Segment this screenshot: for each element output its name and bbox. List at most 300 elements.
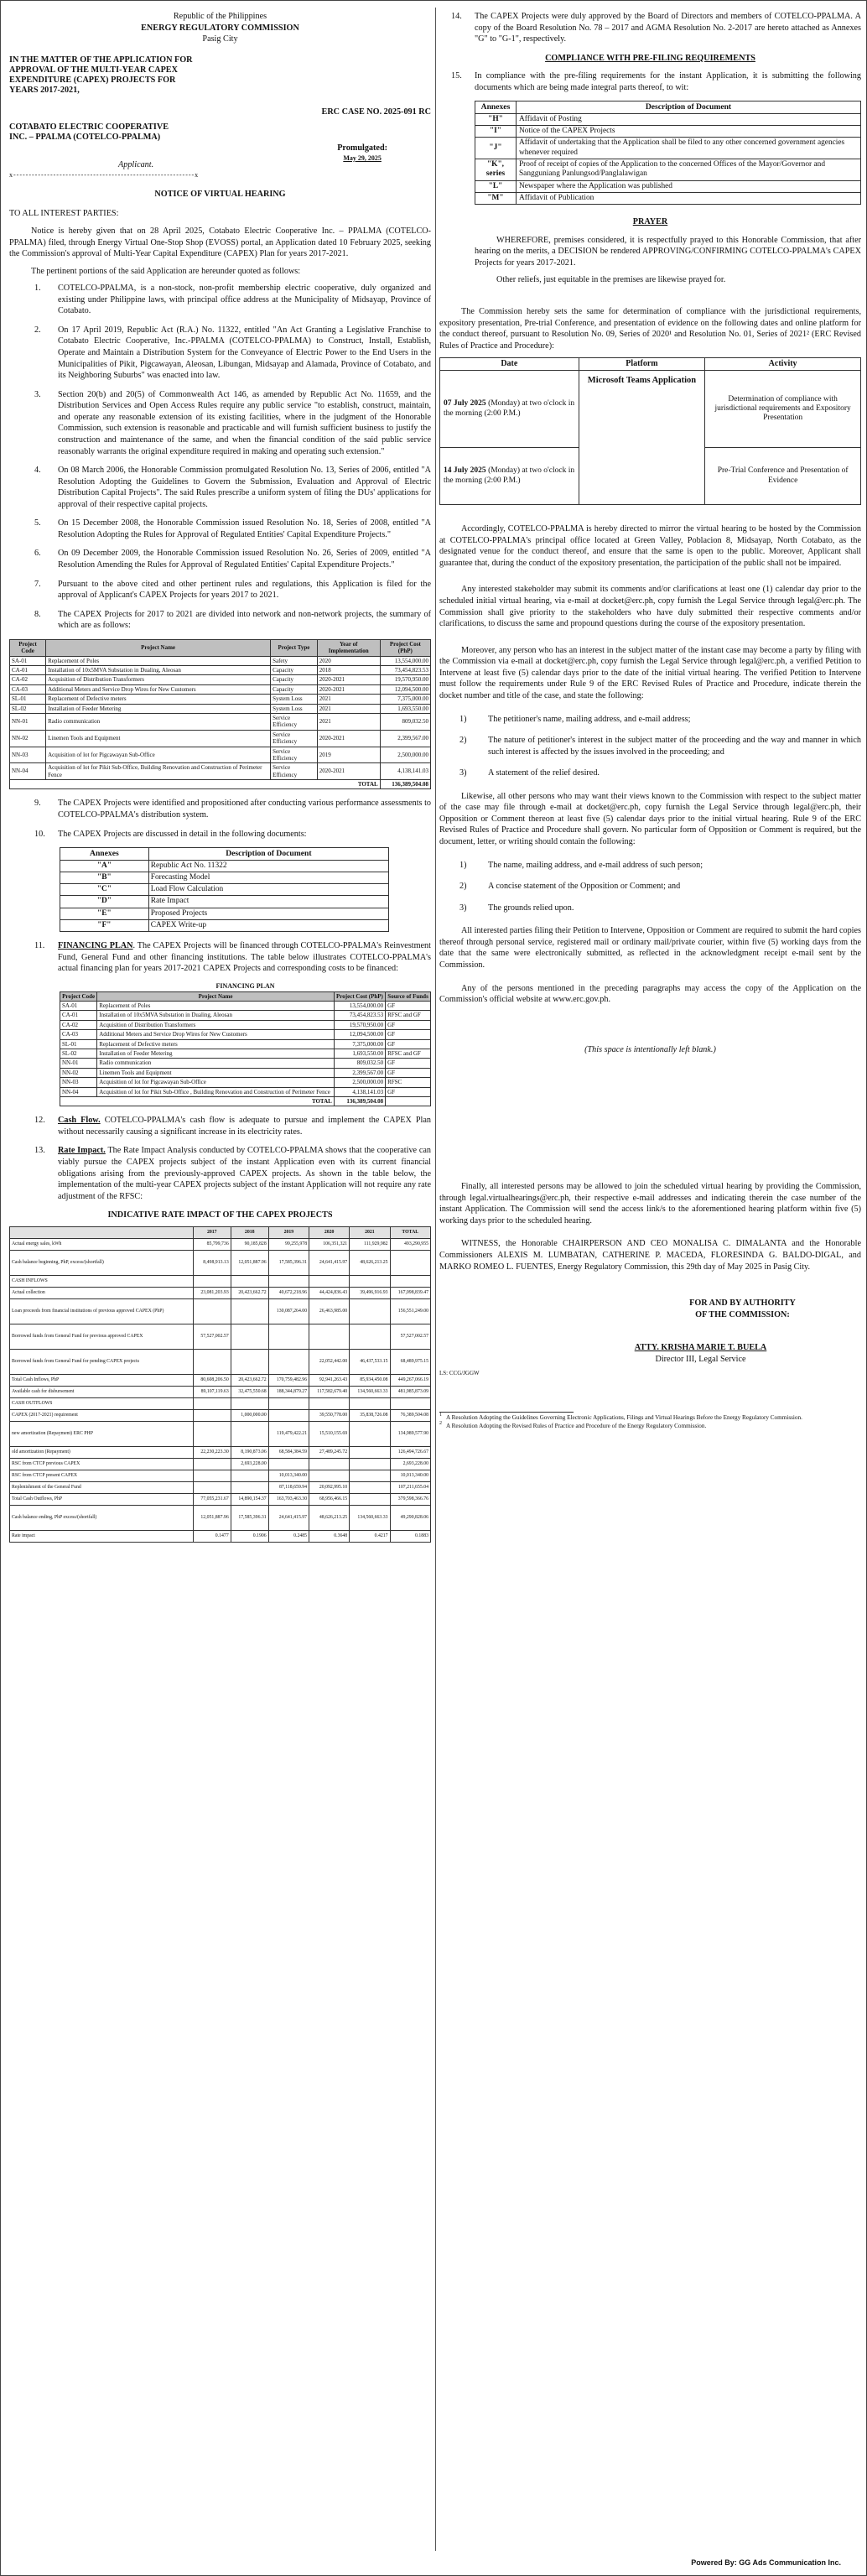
rate-cell xyxy=(193,1298,231,1324)
rate-cell: 76,389,504.08 xyxy=(390,1409,430,1421)
financing-cell: SL-02 xyxy=(60,1049,97,1058)
rate-cell: new amortization (Repayment) ERC PHP xyxy=(10,1421,194,1446)
item-text: COTELCO-PPALMA's cash flow is adequate to pursue and implement the CAPEX Plan without necessarily causing a significant increase in its electricity rates. xyxy=(58,1116,431,1137)
rate-cell: 89,107,119.63 xyxy=(193,1386,231,1397)
item-text: The CAPEX Projects were duly approved by the Board of Directors and members of COTELCO-PPALMA. A copy of the Board Resolution No. 78 – 2017 and AGMA Resolution No. 2-2017 are hereto attached as Annexes "G" to "G-1", respectively. xyxy=(475,12,861,44)
rate-cell xyxy=(193,1481,231,1493)
annex2-cell: Proof of receipt of copies of the Application to the concerned Offices of the Mayor/Governor and Sangguniang Panlungsod/Panglalawigan xyxy=(516,159,860,181)
item-text: The Rate Impact Analysis conducted by COTELCO-PPALMA shows that the cooperative can viably pursue the CAPEX projects subject of the instant Application even with its current financial obligations arising from the previously-approved CAPEX projects. As shown in the table below, the implementation of the multi-year CAPEX projects subject of the instant Application will not require any rate adjustment of the RFSC: xyxy=(58,1146,431,1201)
capex-cell: System Loss xyxy=(271,704,318,713)
rate-cell xyxy=(193,1275,231,1287)
rate-cell: 23,081,203.93 xyxy=(193,1287,231,1298)
annex1-cell: "C" xyxy=(60,884,149,896)
financing-cell: Radio communication xyxy=(97,1059,335,1068)
schedule-date: 07 July 2025 xyxy=(444,399,486,409)
capex-cell: 73,454,823.53 xyxy=(380,665,430,674)
item-text: The CAPEX Projects are discussed in detail in the following documents: xyxy=(58,829,307,839)
financing-header-cell: Project Cost (PhP) xyxy=(334,991,385,1001)
capex-header-cell: Project Type xyxy=(271,639,318,656)
rate-cell xyxy=(350,1446,390,1458)
powered-by: Powered By: GG Ads Communication Inc. xyxy=(691,2558,841,2568)
rate-cell: 117,582,679.40 xyxy=(309,1386,350,1397)
annex1-header-cell: Annexes xyxy=(60,848,149,861)
capex-cell: Installation of 10x5MVA Substation in Dualing, Aleosan xyxy=(46,665,271,674)
requirement-item xyxy=(459,860,861,872)
annex2-row xyxy=(475,138,861,159)
requirement-item xyxy=(459,903,861,914)
rate-cell: 27,489,245.72 xyxy=(309,1446,350,1458)
rate-cell: 48,626,213.25 xyxy=(309,1505,350,1530)
financing-cell: Linemen Tools and Equipment xyxy=(97,1068,335,1077)
financing-cell: SL-01 xyxy=(60,1039,97,1049)
capex-row xyxy=(10,675,431,684)
rate-cell xyxy=(193,1349,231,1374)
rate-cell: Actual collection xyxy=(10,1287,194,1298)
rate-cell: Borrowed funds from General Fund for previous approved CAPEX xyxy=(10,1324,194,1349)
rate-impact-table xyxy=(9,1226,431,1543)
quoted-item xyxy=(34,1115,431,1137)
rate-cell xyxy=(231,1275,268,1287)
requirement-item xyxy=(459,714,861,726)
rate-cell: 49,290,828.06 xyxy=(390,1505,430,1530)
rate-header-cell: 2019 xyxy=(268,1226,309,1238)
financing-cell: 809,032.50 xyxy=(334,1059,385,1068)
capex-cell: 2020 xyxy=(317,656,380,665)
left-column xyxy=(9,11,431,1543)
rate-cell: 46,437,533.15 xyxy=(350,1349,390,1374)
financing-cell: Installation of 10x5MVA Substation in Dualing, Aleosan xyxy=(97,1011,335,1020)
annex1-row xyxy=(60,896,389,908)
annex2-header-cell: Description of Document xyxy=(516,101,860,114)
opposition-paragraph: Likewise, all other persons who may want their views known to the Commission with respect to the subject matter of the case may file through e-mail at docket@erc.ph, copy furnish the Legal Service through legal@erc.ph, their Opposition or Comment thereon at least five (5) calendar days prior to the initial virtual hearing. Rule 9 of the ERC Revised Rules of Practice and Procedure shall govern. No particular form of Opposition or Comment is required, but the document, letter, or writing should contain the following: xyxy=(439,791,861,846)
quoted-item xyxy=(34,609,431,632)
rate-cell xyxy=(231,1421,268,1446)
annex1-row xyxy=(60,860,389,872)
capex-header-cell: Year of Implementation xyxy=(317,639,380,656)
rate-cell: RSC from CTCP previous CAPEX xyxy=(10,1458,194,1470)
rate-cell: 32,475,550.68 xyxy=(231,1386,268,1397)
rate-header-cell: 2018 xyxy=(231,1226,268,1238)
rate-cell: 20,423,662.72 xyxy=(231,1374,268,1386)
quoted-item xyxy=(34,389,431,457)
capex-row xyxy=(10,763,431,780)
annex1-cell: "F" xyxy=(60,920,149,932)
financing-cell: Replacement of Defective meters xyxy=(97,1039,335,1049)
rate-cell: 10,013,340.00 xyxy=(268,1470,309,1481)
rate-cell: 449,267,066.19 xyxy=(390,1374,430,1386)
rate-row xyxy=(10,1470,431,1481)
schedule-platform: Microsoft Teams Application xyxy=(579,371,705,505)
item-label: Cash Flow. xyxy=(58,1116,101,1126)
annex2-cell: "J" xyxy=(475,138,517,159)
rate-cell: 379,598,366.76 xyxy=(390,1493,430,1505)
rate-cell xyxy=(309,1397,350,1409)
rate-cell: 87,118,659.94 xyxy=(268,1481,309,1493)
addressee: TO ALL INTEREST PARTIES: xyxy=(9,209,119,219)
commission-name: ENERGY REGULATORY COMMISSION xyxy=(141,23,299,33)
capex-header-cell: Project Name xyxy=(46,639,271,656)
item-number: 10. xyxy=(34,829,45,839)
capex-cell: Acquisition of lot for Pikit Sub-Office, Building Renovation and Construction of Perimeter Fence xyxy=(46,763,271,780)
rate-row xyxy=(10,1446,431,1458)
financing-cell: 12,094,500.00 xyxy=(334,1030,385,1039)
rate-cell: 107,211,655.04 xyxy=(390,1481,430,1493)
financing-cell xyxy=(386,1096,431,1106)
rate-cell: 134,560,663.33 xyxy=(350,1505,390,1530)
rate-header-cell: 2017 xyxy=(193,1226,231,1238)
rate-cell: 0.1906 xyxy=(231,1530,268,1542)
promulgated-label: Promulgated: xyxy=(337,143,387,154)
right-items xyxy=(451,11,861,45)
financing-cell: GF xyxy=(386,1059,431,1068)
rate-row xyxy=(10,1397,431,1409)
rate-cell: 12,051,887.96 xyxy=(231,1250,268,1275)
rate-cell: RSC from CTCP present CAPEX xyxy=(10,1470,194,1481)
capex-cell: 7,375,000.00 xyxy=(380,695,430,704)
rate-cell: CASH INFLOWS xyxy=(10,1275,194,1287)
rate-cell xyxy=(350,1458,390,1470)
applicant-label: Applicant. xyxy=(118,160,154,170)
rate-cell xyxy=(350,1324,390,1349)
capex-cell: 1,693,550.00 xyxy=(380,704,430,713)
rate-cell xyxy=(268,1349,309,1374)
rate-cell: 85,934,450.08 xyxy=(350,1374,390,1386)
rate-cell xyxy=(268,1324,309,1349)
capex-row xyxy=(10,713,431,730)
rate-cell: 17,585,396.31 xyxy=(231,1505,268,1530)
financing-row xyxy=(60,1068,431,1077)
financing-cell: 1,693,550.00 xyxy=(334,1049,385,1058)
column-divider xyxy=(435,8,436,2551)
pertinent-paragraph: The pertinent portions of the said Application are hereunder quoted as follows: xyxy=(31,266,301,276)
authority-block xyxy=(624,1298,861,1320)
capex-cell: 2019 xyxy=(317,747,380,763)
hearing-schedule-table xyxy=(439,357,861,505)
rate-cell: 188,344,879.27 xyxy=(268,1386,309,1397)
schedule-time: (Monday) at two o'clock in the morning (2:00 P.M.) xyxy=(444,466,575,485)
financing-text: The CAPEX Projects will be financed through COTELCO-PPALMA's Reinvestment Fund, General Fund and other financing institutions. The table below illustrates COTELCO-PPALMA's actual financing plan for years 2017-2021 CAPEX Projects and corresponding costs to be financed: xyxy=(58,941,431,974)
annex1-row xyxy=(60,872,389,883)
signatory-title: Director III, Legal Service xyxy=(655,1354,746,1364)
rate-cell: 163,703,463.30 xyxy=(268,1493,309,1505)
schedule-date-cell xyxy=(440,448,579,505)
rate-cell xyxy=(309,1458,350,1470)
financing-item: 11. FINANCING PLAN. The CAPEX Projects will be financed through COTELCO-PPALMA's Reinvestment Fund, General Fund and other financing institutions. The table below illustrates COTELCO-PPALMA's actual financing plan for years 2017-2021 CAPEX Projects and corresponding costs to be financed: xyxy=(34,941,431,974)
rate-cell: Available cash for disbursement xyxy=(10,1386,194,1397)
prayer-reliefs: Other reliefs, just equitable in the premises are likewise prayed for. xyxy=(496,275,726,285)
capex-cell: 2021 xyxy=(317,704,380,713)
schedule-header-platform: Platform xyxy=(579,358,705,371)
initials: LS: CCG/JGGW xyxy=(439,1370,480,1377)
of-commission: OF THE COMMISSION: xyxy=(695,1309,790,1319)
rate-cell xyxy=(231,1298,268,1324)
intervene-requirements xyxy=(459,714,861,779)
rate-cell xyxy=(231,1397,268,1409)
rate-cell xyxy=(390,1275,430,1287)
annex-table-2 xyxy=(475,101,861,205)
financing-cell: Replacement of Poles xyxy=(97,1002,335,1011)
capex-summary-table xyxy=(9,639,431,790)
financing-row xyxy=(60,1059,431,1068)
rate-cell xyxy=(350,1298,390,1324)
rate-row xyxy=(10,1238,431,1250)
capex-cell: CA-01 xyxy=(10,665,46,674)
rate-cell: 106,351,321 xyxy=(309,1238,350,1250)
capex-cell: Capacity xyxy=(271,684,318,694)
capex-cell: 2020-2021 xyxy=(317,684,380,694)
annex2-cell: Newspaper where the Application was published xyxy=(516,180,860,192)
rate-cell: 22,230,223.30 xyxy=(193,1446,231,1458)
rate-cell: 111,929,982 xyxy=(350,1238,390,1250)
commission-sets-paragraph: The Commission hereby sets the same for determination of compliance with the jurisdictional requirements, expository presentation, Pre-trial Conference, and presentation of evidence on the following dates and online platform for the conduct thereof, pursuant to Resolution No. 09, Series of 2020¹ and Resolution No. 01, Series of 2021² (ERC Revised Rules of Practice and Procedure): xyxy=(439,306,861,351)
footnote xyxy=(439,1420,859,1429)
item-text: On 15 December 2008, the Honorable Commission issued Resolution No. 18, Series of 2008, entitled "A Resolution Adopting the Rules for Approval of Regulated Entities' Capital Expenditure Projects." xyxy=(58,518,431,539)
rate-cell xyxy=(350,1493,390,1505)
requirement-text: The nature of petitioner's interest in the subject matter of the proceeding and the way and manner in which such interest is affected by the issues involved in the proceeding; and xyxy=(488,736,861,757)
quoted-item xyxy=(34,1145,431,1202)
rate-cell: 40,672,218.96 xyxy=(268,1287,309,1298)
rate-cell xyxy=(231,1481,268,1493)
rate-cell: 134,989,577.90 xyxy=(390,1421,430,1446)
rate-cell: 48,626,213.25 xyxy=(350,1250,390,1275)
capex-cell: 2020-2021 xyxy=(317,730,380,747)
quoted-item xyxy=(34,798,431,820)
financing-cell: 19,570,950.00 xyxy=(334,1020,385,1029)
rate-cell: CASH OUTFLOWS xyxy=(10,1397,194,1409)
capex-summary-table-wrap xyxy=(9,639,431,790)
rate-cell: 80,608,206.50 xyxy=(193,1374,231,1386)
item-number: 7. xyxy=(34,579,41,589)
financing-cell: Acquisition of Distribution Transformers xyxy=(97,1020,335,1029)
rate-row xyxy=(10,1481,431,1493)
annex2-cell: Affidavit of Posting xyxy=(516,113,860,125)
financing-cell: RFSC and GF xyxy=(386,1011,431,1020)
capex-cell: Replacement of Defective meters xyxy=(46,695,271,704)
party-name: COTABATO ELECTRIC COOPERATIVE INC. – PPALMA (COTELCO-PPALMA) xyxy=(9,122,169,143)
capex-cell: Capacity xyxy=(271,675,318,684)
rate-cell: 2,693,228.00 xyxy=(231,1458,268,1470)
capex-row xyxy=(10,695,431,704)
footnote-text: A Resolution Adopting the Revised Rules of Practice and Procedure of the Energy Regulatory Commission. xyxy=(446,1422,707,1429)
capex-cell: System Loss xyxy=(271,695,318,704)
capex-total-label: TOTAL xyxy=(10,780,381,789)
rate-cell: Replenishment of the General Fund xyxy=(10,1481,194,1493)
republic-line: Republic of the Philippines xyxy=(173,12,267,21)
rate-cell xyxy=(350,1470,390,1481)
annex2-cell: "I" xyxy=(475,126,517,138)
rate-cell: 134,560,663.33 xyxy=(350,1386,390,1397)
case-caption: IN THE MATTER OF THE APPLICATION FOR APPROVAL OF THE MULTI-YEAR CAPEX EXPENDITURE (CAPEX) PROJECTS FOR YEARS 2017-2021, xyxy=(9,55,193,96)
rate-cell: 0.3648 xyxy=(309,1530,350,1542)
rate-cell: 39,550,778.00 xyxy=(309,1409,350,1421)
footnote-rule xyxy=(439,1412,574,1413)
intro-paragraph: Notice is hereby given that on 28 April 2025, Cotabato Electric Cooperative Inc. – PPALMA (COTELCO-PPALMA) filed, through Energy Virtual One-Stop Shop (EVOSS) portal, an Application dated 10 February 2025, seeking the Commission's approval of Multi-Year Capital Expenditure (CAPEX) Plan for years 2017-2021. xyxy=(9,226,431,259)
case-number: ERC CASE NO. 2025-091 RC xyxy=(321,107,431,117)
schedule-date-cell xyxy=(440,371,579,448)
rate-cell: 92,941,263.43 xyxy=(309,1374,350,1386)
rate-row xyxy=(10,1386,431,1397)
item-text: Section 20(b) and 20(5) of Commonwealth Act 146, as amended by Republic Act No. 11659, and the Distribution Services and Open Access Rules require any public service "to establish, construct, maintain, and operate any reasonable extension of its existing facilities, where in the judgment of the Honorable Commission, such extension is reasonable and practicable and will furnish sufficient business to justify the construction and maintenance of the same, and when the financial condition of the said public service reasonably warrants the original expenditure required in making and operating such extension." xyxy=(58,389,431,456)
rate-cell: 493,290,955 xyxy=(390,1238,430,1250)
rate-cell: 119,479,422.21 xyxy=(268,1421,309,1446)
annex1-row xyxy=(60,884,389,896)
rate-row xyxy=(10,1275,431,1287)
requirement-item xyxy=(459,735,861,757)
financing-row xyxy=(60,1020,431,1029)
item-text: On 17 April 2019, Republic Act (R.A.) No. 11322, entitled "An Act Granting a Legislative Franchise to Cotabato Electric Cooperative, Inc.-PPALMA (COTELCO-PPALMA) to Construct, Install, Establish, Operate and Maintain a Distribution System for the Conveyance of Electric Power to the End Users in the Municipalities of Pikit, Pigcawayan, Aleosan, Libungan, Midsayap and Alamada, Province of Cotabato, and its Neighboring Suburbs" was enacted into law. xyxy=(58,325,431,381)
rate-cell: 20,423,662.72 xyxy=(231,1287,268,1298)
financing-table-title: FINANCING PLAN xyxy=(215,982,275,991)
requirement-text: The petitioner's name, mailing address, and e-mail address; xyxy=(488,714,691,724)
capex-cell: Acquisition of lot for Pigcawayan Sub-Office xyxy=(46,747,271,763)
capex-cell: NN-03 xyxy=(10,747,46,763)
financing-cell: NN-01 xyxy=(60,1059,97,1068)
capex-cell: CA-02 xyxy=(10,675,46,684)
item-number: 5. xyxy=(34,518,41,528)
financing-header-cell: Source of Funds xyxy=(386,991,431,1001)
annex2-cell: Affidavit of Publication xyxy=(516,192,860,204)
item-text: COTELCO-PPALMA, is a non-stock, non-profit membership electric cooperative, duly organized and existing under Philippine laws, with principal office address at the Municipality of Midsayap, Province of Cotabato. xyxy=(58,284,431,316)
annex2-cell: "M" xyxy=(475,192,517,204)
financing-cell: 13,554,000.00 xyxy=(334,1002,385,1011)
rate-cell: 0.1477 xyxy=(193,1530,231,1542)
quoted-items xyxy=(34,283,431,632)
capex-cell: Service Efficiency xyxy=(271,747,318,763)
financing-cell: 4,138,141.03 xyxy=(334,1087,385,1096)
requirement-number: 3) xyxy=(459,903,467,913)
capex-cell: SA-01 xyxy=(10,656,46,665)
capex-row xyxy=(10,665,431,674)
schedule-row xyxy=(440,371,861,448)
rate-cell: 0.1883 xyxy=(390,1530,430,1542)
annex1-cell: "A" xyxy=(60,860,149,872)
rate-row xyxy=(10,1421,431,1446)
requirement-number: 2) xyxy=(459,882,467,892)
financing-row xyxy=(60,1049,431,1058)
quoted-item xyxy=(34,548,431,570)
capex-cell: Service Efficiency xyxy=(271,763,318,780)
financing-cell: Installation of Feeder Metering xyxy=(97,1049,335,1058)
rate-row xyxy=(10,1250,431,1275)
requirement-text: The name, mailing address, and e-mail address of such person; xyxy=(488,860,703,870)
blank-space-note: (This space is intentionally left blank.) xyxy=(584,1044,716,1054)
rate-cell: 10,013,340.00 xyxy=(390,1470,430,1481)
intervene-paragraph: Moreover, any person who has an interest in the subject matter of the instant case may become a party by filing with the Commission via e-mail at docket@erc.ph, copy furnish the Legal Service through legal@erc.ph, a verified Petition to Intervene at least five (5) calendar days prior to the date of the initial virtual hearing. The verified Petition to Intervene must follow the requirements under Rule 9 of the ERC Revised Rules of Practice and Procedure, indicate therein the docket number and title of the case, and state the following: xyxy=(439,645,861,700)
rate-cell xyxy=(390,1397,430,1409)
financing-cell: 7,375,000.00 xyxy=(334,1039,385,1049)
capex-cell: NN-01 xyxy=(10,713,46,730)
annex-table-1-wrap xyxy=(60,847,389,932)
rate-cell: 22,052,442.00 xyxy=(309,1349,350,1374)
financing-cell: Acquisition of lot for Pikit Sub-Office , Building Renovation and Construction of Perimeter Fence xyxy=(97,1087,335,1096)
financing-row xyxy=(60,1087,431,1096)
capex-row xyxy=(10,747,431,763)
item-number: 14. xyxy=(451,12,462,21)
capex-cell: 19,570,950.00 xyxy=(380,675,430,684)
rate-cell: 156,551,249.00 xyxy=(390,1298,430,1324)
signatory-name: ATTY. KRISHA MARIE T. BUELA xyxy=(634,1343,767,1353)
rate-row xyxy=(10,1324,431,1349)
capex-cell: 2020-2021 xyxy=(317,763,380,780)
item-number: 8. xyxy=(34,609,41,619)
notice-title: NOTICE OF VIRTUAL HEARING xyxy=(154,189,286,199)
capex-row xyxy=(10,684,431,694)
capex-cell: 13,554,000.00 xyxy=(380,656,430,665)
quoted-item xyxy=(34,518,431,540)
quoted-item xyxy=(34,283,431,317)
rate-cell: Cash balance beginning, PhP, excess/(shortfall) xyxy=(10,1250,194,1275)
financing-cell: CA-02 xyxy=(60,1020,97,1029)
annex2-header-cell: Annexes xyxy=(475,101,517,114)
annex1-cell: Rate Impact xyxy=(148,896,388,908)
financing-cell: NN-02 xyxy=(60,1068,97,1077)
financing-cell: GF xyxy=(386,1087,431,1096)
requirement-text: A concise statement of the Opposition or Comment; and xyxy=(488,882,681,892)
opposition-requirements xyxy=(459,860,861,914)
rate-cell xyxy=(268,1409,309,1421)
rate-header-cell xyxy=(10,1226,194,1238)
rate-cell: 90,185,828 xyxy=(231,1238,268,1250)
rate-cell: 14,890,154.37 xyxy=(231,1493,268,1505)
financing-cell: GF xyxy=(386,1020,431,1029)
quoted-item xyxy=(34,579,431,601)
capex-cell: 2,500,000.00 xyxy=(380,747,430,763)
annex1-cell: CAPEX Write-up xyxy=(148,920,388,932)
rate-row xyxy=(10,1287,431,1298)
footnote-text: A Resolution Adopting the Guidelines Governing Electronic Applications, Filings and Virtual Hearings Before the Energy Regulatory Commission. xyxy=(446,1413,802,1421)
requirement-number: 3) xyxy=(459,768,467,778)
rate-cell: 85,799,736 xyxy=(193,1238,231,1250)
rate-cell: 44,424,836.43 xyxy=(309,1287,350,1298)
financing-table xyxy=(60,991,431,1107)
financing-row xyxy=(60,1011,431,1020)
rate-cell xyxy=(231,1470,268,1481)
annex-table-1 xyxy=(60,847,389,932)
capex-cell: Service Efficiency xyxy=(271,730,318,747)
capex-total-value: 136,389,504.08 xyxy=(380,780,430,789)
stakeholder-paragraph: Any interested stakeholder may submit its comments and/or clarifications at least one (1) calendar day prior to the scheduled initial virtual hearing, via e-mail at docket@erc.ph, copy furnish the Legal Service through legal@erc.ph. The Commission shall give priority to the stakeholders who have duly submitted their respective comments and/or clarifications, to discuss the same and propound questions during the course of the expository presentation. xyxy=(439,585,861,629)
annex1-cell: "D" xyxy=(60,896,149,908)
right-column xyxy=(439,11,861,1429)
rate-cell: 170,759,482.96 xyxy=(268,1374,309,1386)
annex2-cell: Notice of the CAPEX Projects xyxy=(516,126,860,138)
capex-cell: Radio communication xyxy=(46,713,271,730)
rate-cell: CAPEX (2017-2021) requirement xyxy=(10,1409,194,1421)
witness-paragraph: WITNESS, the Honorable CHAIRPERSON AND CEO MONALISA C. DIMALANTA and the Honorable Commissioners ALEXIS M. LUMBATAN, CATHERINE P. MACEDA, FLORESINDA G. BALDO-DIGAL, and MARKO ROMEO L. FUENTES, Energy Regulatory Commission, this 29th day of May 2025 in Pasig City. xyxy=(439,1239,861,1272)
footnotes xyxy=(439,1414,861,1430)
capex-cell: 12,094,500.00 xyxy=(380,684,430,694)
rate-cell xyxy=(193,1421,231,1446)
requirement-number: 1) xyxy=(459,714,467,724)
item-number: 1. xyxy=(34,284,41,294)
financing-total-label: TOTAL xyxy=(60,1096,335,1106)
rate-cell: old amortization (Repayment) xyxy=(10,1446,194,1458)
rate-header-cell: TOTAL xyxy=(390,1226,430,1238)
requirement-number: 1) xyxy=(459,860,467,870)
capex-cell: Capacity xyxy=(271,665,318,674)
financing-total-value: 136,389,504.08 xyxy=(334,1096,385,1106)
rate-cell xyxy=(309,1470,350,1481)
rate-cell xyxy=(350,1275,390,1287)
financing-number: 11. xyxy=(34,941,45,951)
compliance-number: 15. xyxy=(451,71,462,81)
hard-copy-paragraph: All interested parties filing their Petition to Intervene, Opposition or Comment are required to submit the hard copies thereof through personal service, registered mail or ordinary mail/private courier, within five (5) working days from the date that the same were electronically submitted, as reflected in the acknowledgment receipt e-mail sent by the Commission. xyxy=(439,926,862,970)
rate-cell: 68,956,466.15 xyxy=(309,1493,350,1505)
rate-cell: 0.2485 xyxy=(268,1530,309,1542)
quoted-item xyxy=(34,829,431,840)
financing-cell: Acquisition of lot for Pigcawayan Sub-Office xyxy=(97,1078,335,1087)
capex-cell: SL-02 xyxy=(10,704,46,713)
